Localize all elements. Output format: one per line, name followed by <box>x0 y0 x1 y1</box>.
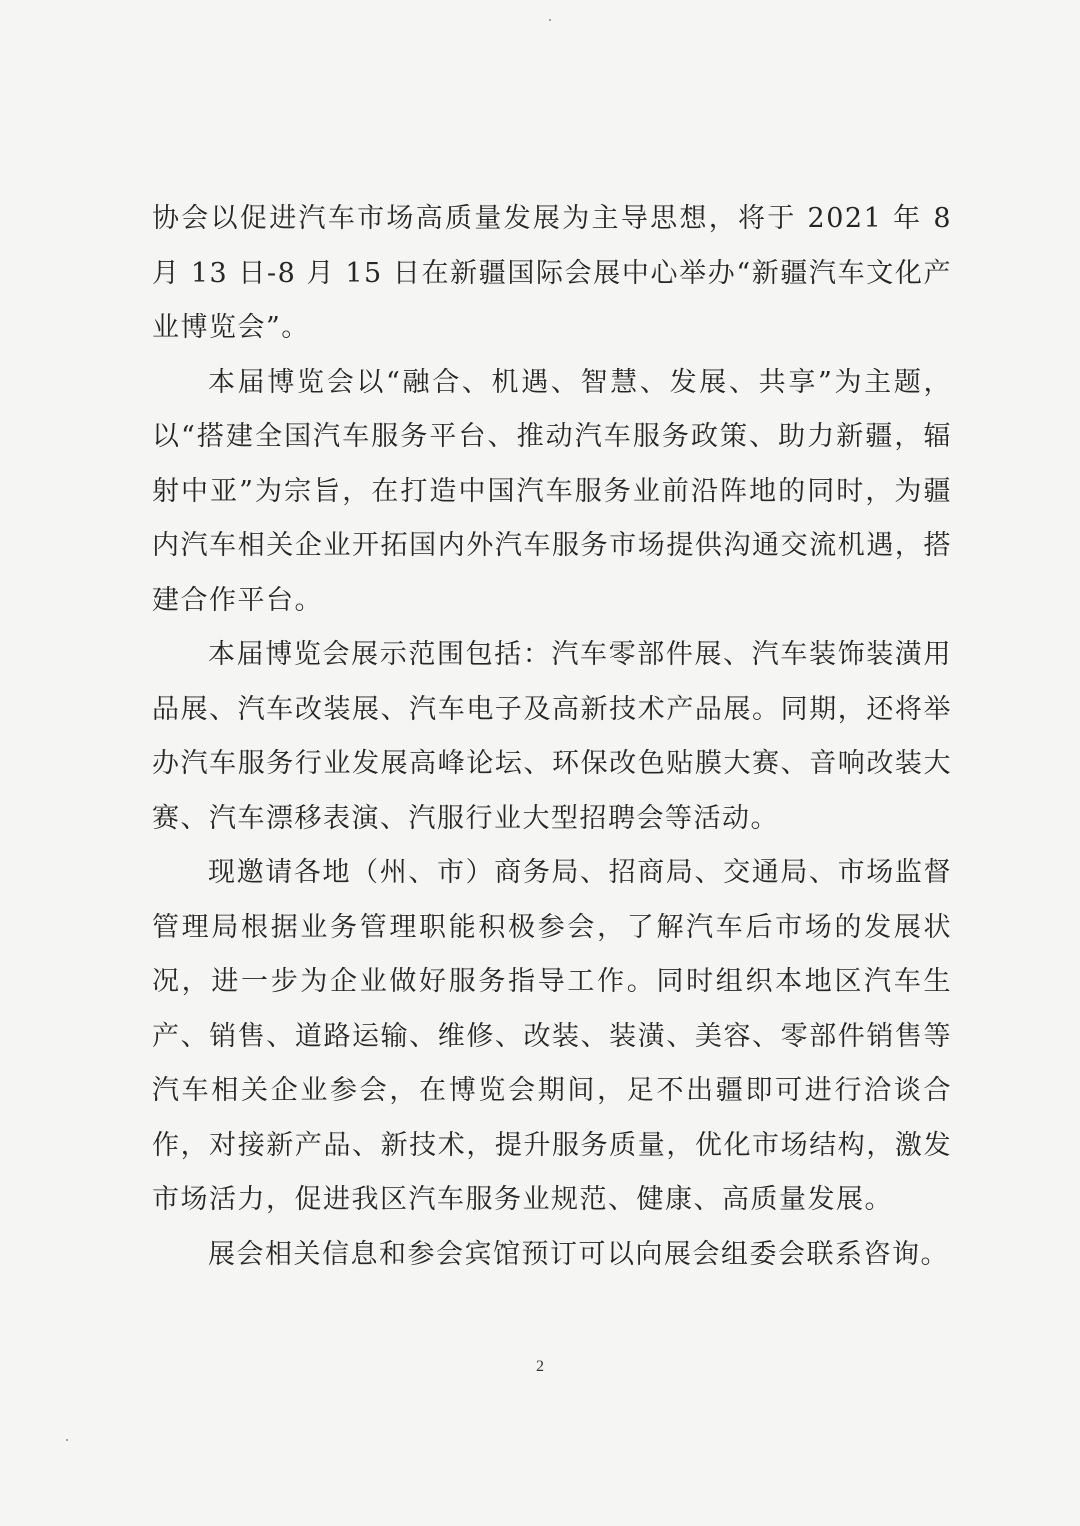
paragraph-invitation: 现邀请各地（州、市）商务局、招商局、交通局、市场监督管理局根据业务管理职能积极参会，了解汽车后市场的发展状况，进一步为企业做好服务指导工作。同时组织本地区汽车生产、销售、道路运输、维修、改装、装潢、美容、零部件销售等汽车相关企业参会，在博览会期间，足不出疆即可进行洽谈合作，对接新产品、新技术，提升服务质量，优化市场结构，激发市场活力，促进我区汽车服务业规范、健康、高质量发展。 <box>152 857 952 1215</box>
scan-speck <box>66 1439 68 1441</box>
page-number: 2 <box>536 1358 544 1375</box>
paragraph-continuation: 协会以促进汽车市场高质量发展为主导思想，将于 2021 年 8 月 13 日-8 月 15 日在新疆国际会展中心举办“新疆汽车文化产业博览会”。 <box>152 203 952 343</box>
paragraph-exhibition-scope: 本届博览会展示范围包括：汽车零部件展、汽车装饰装潢用品展、汽车改装展、汽车电子及高新技术产品展。同期，还将举办汽车服务行业发展高峰论坛、环保改色贴膜大赛、音响改装大赛、汽车漂移表演、汽服行业大型招聘会等活动。 <box>152 639 952 834</box>
paragraph-theme: 本届博览会以“融合、机遇、智慧、发展、共享”为主题，以“搭建全国汽车服务平台、推动汽车服务政策、助力新疆，辐射中亚”为宗旨，在打造中国汽车服务业前沿阵地的同时，为疆内汽车相关企业开拓国内外汽车服务市场提供沟通交流机遇，搭建合作平台。 <box>152 366 952 616</box>
scan-speck <box>549 19 551 21</box>
document-body <box>152 192 952 1282</box>
paragraph-contact: 展会相关信息和参会宾馆预订可以向展会组委会联系咨询。 <box>208 1238 949 1270</box>
